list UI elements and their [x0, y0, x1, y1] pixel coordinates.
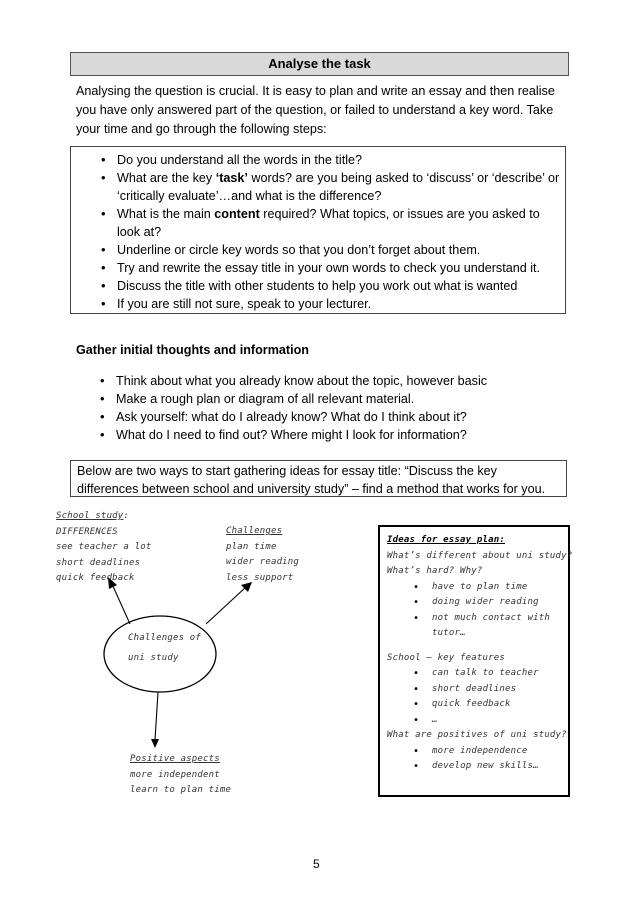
list-item: • doing wider reading: [387, 595, 568, 611]
center-node: Challenges of uni study: [128, 633, 202, 663]
essay-plan-box: [378, 525, 573, 797]
list-item: • What is the main content required? What topics, or issues are you asked to look at?: [71, 205, 561, 241]
list-item: • Try and rewrite the essay title in your own words to check you understand it.: [71, 259, 561, 277]
gather-heading: Gather initial thoughts and information: [76, 343, 309, 357]
arrow-to-positive: [155, 692, 158, 740]
list-item: • Underline or circle key words so that you don’t forget about them.: [71, 241, 561, 259]
list-item: • What are the key ‘task’ words? are you being asked to ‘discuss’ or ‘describe’ or ‘critically evaluate’…and what is the difference?: [71, 169, 561, 205]
list-item: • have to plan time: [387, 580, 568, 596]
list-item: • short deadlines: [387, 682, 568, 698]
arrow-to-challenges: [206, 587, 246, 624]
list-item-continuation: tutor…: [432, 628, 466, 638]
school-study-node: School study: DIFFERENCES see teacher a lot short deadlines quick feedback: [56, 511, 152, 583]
page-number: 5: [313, 857, 320, 871]
list-item: • not much contact with: [387, 611, 568, 627]
list-item: • What do I need to find out? Where might I look for information?: [70, 426, 566, 444]
plan-question: What’s different about uni study?: [387, 550, 573, 561]
plan-title: Ideas for essay plan:: [387, 535, 505, 545]
intro-paragraph: Analysing the question is crucial. It is easy to plan and write an essay and then realise you have only answered part of the question, or failed to understand a key word. Take your time and go through the following steps:: [76, 84, 555, 136]
list-item: • Ask yourself: what do I already know? What do I think about it?: [70, 408, 566, 426]
list-item: • Do you understand all the words in the title?: [71, 151, 561, 169]
list-item: • can talk to teacher: [387, 666, 568, 682]
list-item: • Think about what you already know about the topic, however basic: [70, 372, 566, 390]
list-item: • develop new skills…: [387, 759, 568, 775]
list-item: • If you are still not sure, speak to your lecturer.: [71, 295, 561, 313]
list-item: • Make a rough plan or diagram of all relevant material.: [70, 390, 566, 408]
challenges-node: Challenges plan time wider reading less support: [226, 526, 300, 583]
list-item: • more independence: [387, 744, 568, 760]
positive-aspects-node: Positive aspects more independent learn to plan time: [130, 754, 232, 795]
methods-intro-box: Below are two ways to start gathering ideas for essay title: “Discuss the key differences between school and university study” – find a method that works for you.: [70, 460, 567, 497]
list-item: • quick feedback: [387, 697, 568, 713]
list-item: • …: [387, 713, 568, 729]
list-item: • Discuss the title with other students to help you work out what is wanted: [71, 277, 561, 295]
plan-question: What’s hard? Why?: [387, 566, 483, 576]
plan-subheading: School – key features: [387, 652, 505, 663]
plan-question: What are positives of uni study?: [387, 730, 567, 740]
arrow-to-school: [112, 584, 130, 624]
section-heading: Analyse the task: [70, 52, 569, 76]
arrowhead-positive: [151, 739, 159, 748]
